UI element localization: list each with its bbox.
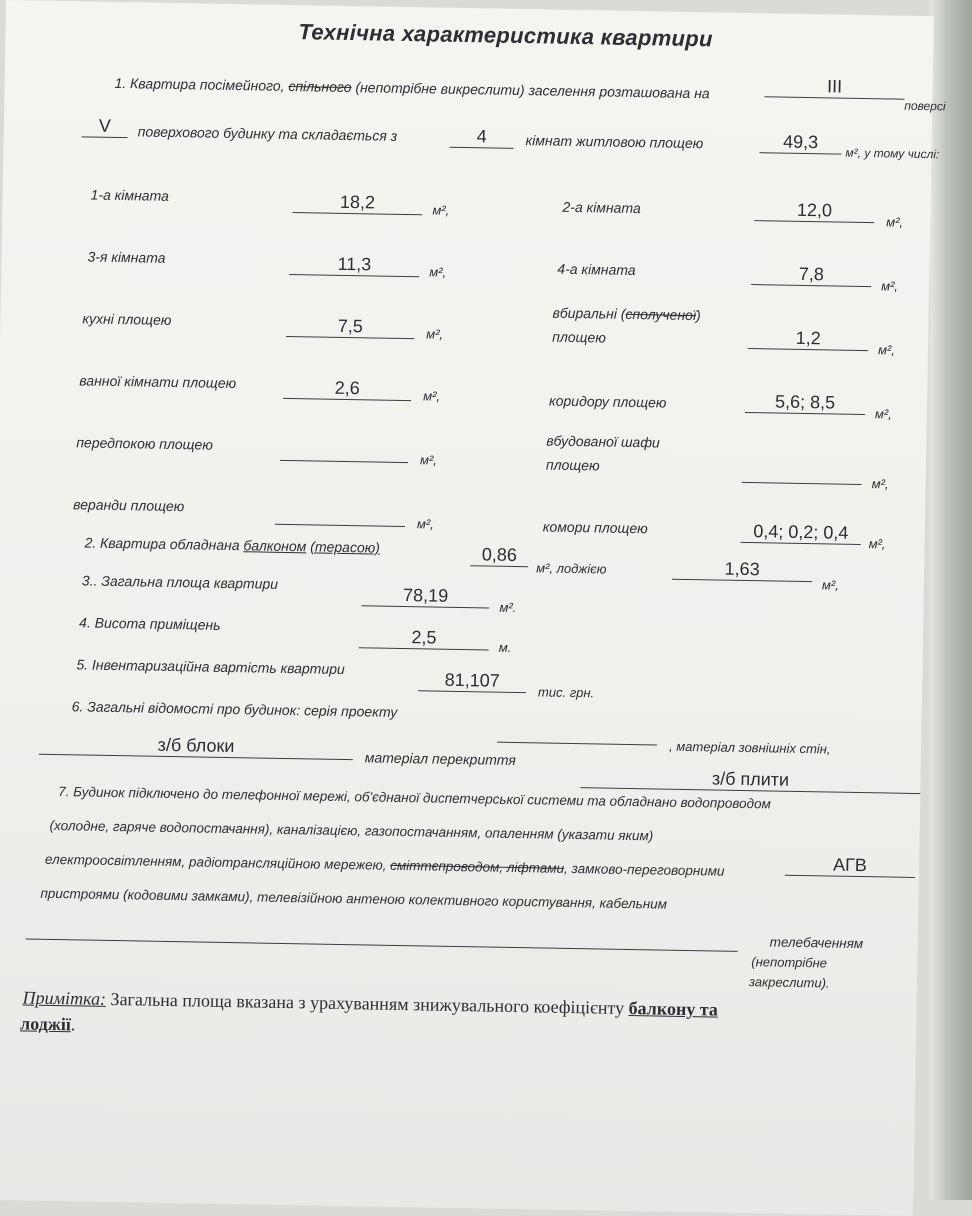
- room1-label: 1-а кімната: [90, 186, 169, 204]
- item1-text: [114, 76, 709, 100]
- loggia-value: 1,63: [672, 558, 812, 582]
- room3-label: 3-я кімната: [87, 248, 166, 266]
- item2-label-text: 2. Квартира обладнана: [84, 534, 240, 554]
- room3-unit: м²,: [429, 264, 447, 280]
- room2-unit: м²,: [886, 214, 904, 230]
- room4-label: 4-а кімната: [557, 260, 636, 279]
- hall-unit: м²,: [419, 452, 438, 468]
- remark-bold-2: лоджії: [19, 1013, 72, 1035]
- bath-label: ванної кімнати площею: [79, 372, 237, 392]
- kitchen-label: кухні площею: [82, 310, 172, 328]
- floors-label: матеріал перекриття: [364, 749, 517, 769]
- closet-unit: м²,: [871, 476, 889, 492]
- floors-value: з/б плити: [580, 766, 920, 794]
- storeys-label: поверхового будинку та складається з: [137, 123, 398, 144]
- balcony-word: балконом: [243, 537, 307, 555]
- value-amount: 81,107: [418, 669, 526, 693]
- closet-value: [742, 461, 862, 485]
- item7-line3-end: , замково-переговорними: [563, 860, 725, 879]
- kitchen-value: 7,5: [286, 315, 414, 339]
- room3-value: 11,3: [289, 253, 419, 277]
- kitchen-unit: м²,: [426, 326, 444, 342]
- height-value: 2,5: [359, 626, 489, 650]
- corridor-label: коридору площею: [548, 392, 667, 411]
- remark-line2: [20, 1014, 76, 1033]
- terrace-word: (терасою): [310, 538, 381, 556]
- item7-line1: 7. Будинок підключено до телефонної мережі, об'єднаної диспетчерської системи та обладнано водопроводом: [58, 784, 771, 812]
- item7-note-line1: (непотрібне: [751, 954, 828, 971]
- toilet-label-line2: площею: [552, 328, 606, 346]
- closet-label-line1: вбудованої шафи: [546, 432, 660, 451]
- loggia-label: м², лоджією: [536, 560, 607, 577]
- room1-unit: м²,: [432, 202, 450, 218]
- room2-label: 2-а кімната: [562, 198, 641, 217]
- document-title: Технічна характеристика квартири: [298, 19, 713, 52]
- item2-label: [84, 535, 380, 554]
- hall-value: [280, 439, 408, 463]
- storeys-value: V: [82, 115, 128, 138]
- room4-value: 7,8: [751, 263, 871, 287]
- living-area-unit: м², у тому числі:: [845, 145, 940, 162]
- item1-struck-word: спільного: [288, 77, 352, 96]
- remark-bold-1: балкону та: [628, 998, 719, 1020]
- remark-line1: [22, 988, 718, 1018]
- walls-label: , матеріал зовнішніх стін,: [668, 738, 831, 757]
- floor-label: поверсі: [904, 98, 946, 114]
- storage-value: 0,4; 0,2; 0,4: [741, 521, 861, 545]
- toilet-label-struck: сполученої: [625, 305, 697, 324]
- room2-value: 12,0: [754, 199, 874, 223]
- storage-unit: м²,: [868, 536, 886, 552]
- storage-label: комори площею: [542, 518, 648, 537]
- toilet-unit: м²,: [877, 342, 896, 358]
- toilet-label-end: ): [695, 307, 701, 324]
- remark-label: Примітка:: [22, 987, 107, 1009]
- tv-word: телебаченням: [769, 934, 864, 952]
- rooms-count-label: кімнат житловою площею: [525, 132, 704, 152]
- item1-part1: 1. Квартира посімейного,: [114, 74, 285, 94]
- item7-note-line2: закреслити).: [748, 974, 830, 991]
- toilet-label-line1: [553, 306, 701, 323]
- heating-value: АГВ: [785, 854, 915, 878]
- closet-label-line2: площею: [545, 456, 600, 474]
- remark-text: Загальна площа вказана з урахуванням знижувального коефіцієнту: [110, 988, 625, 1018]
- rooms-count-value: 4: [449, 126, 513, 149]
- background-edge: [930, 0, 972, 1200]
- balcony-value: 0,86: [470, 544, 528, 567]
- veranda-label: веранди площею: [73, 496, 185, 515]
- item7-line2: (холодне, гаряче водопостачання), каналізацією, газопостачанням, опаленням (указати яким): [49, 817, 654, 844]
- floor-value: III: [764, 75, 904, 99]
- item6-label: 6. Загальні відомості про будинок: серія проекту: [71, 698, 398, 720]
- room1-value: 18,2: [292, 191, 422, 215]
- toilet-value: 1,2: [748, 327, 868, 351]
- item4-label: 4. Висота приміщень: [79, 614, 221, 633]
- remark-end: .: [70, 1014, 76, 1035]
- room4-unit: м²,: [881, 278, 899, 294]
- total-area-unit: м².: [499, 599, 517, 615]
- item7-line4: пристроями (кодовими замками), телевізійною антеною колективного користування, кабельним: [40, 885, 668, 912]
- item3-label: 3.. Загальна площа квартири: [81, 572, 279, 592]
- value-unit: тис. грн.: [537, 684, 595, 701]
- corridor-value: 5,6; 8,5: [745, 391, 865, 415]
- series-value: [497, 721, 657, 746]
- item1-part2: (непотрібне викреслити) заселення розташована на: [355, 79, 710, 102]
- item5-label: 5. Інвентаризаційна вартість квартири: [76, 656, 345, 678]
- hall-label: передпокою площею: [76, 434, 213, 453]
- item7-line3-start: електроосвітленням, радіотрансляційною мережею,: [44, 851, 387, 873]
- corridor-unit: м²,: [874, 406, 892, 422]
- item7-line3-struck: сміттєпроводом, ліфтами: [390, 857, 565, 876]
- walls-value: з/б блоки: [39, 733, 353, 760]
- height-unit: м.: [498, 639, 512, 655]
- bath-unit: м²,: [423, 388, 441, 404]
- item7-line3: [45, 853, 725, 878]
- living-area-value: 49,3: [759, 131, 841, 154]
- bath-value: 2,6: [283, 377, 411, 401]
- total-area-value: 78,19: [361, 584, 489, 608]
- veranda-value: [275, 503, 405, 527]
- veranda-unit: м²,: [416, 516, 434, 532]
- toilet-label-start: вбиральні (: [552, 304, 626, 322]
- tv-underline: [26, 938, 738, 951]
- loggia-unit: м²,: [821, 577, 839, 593]
